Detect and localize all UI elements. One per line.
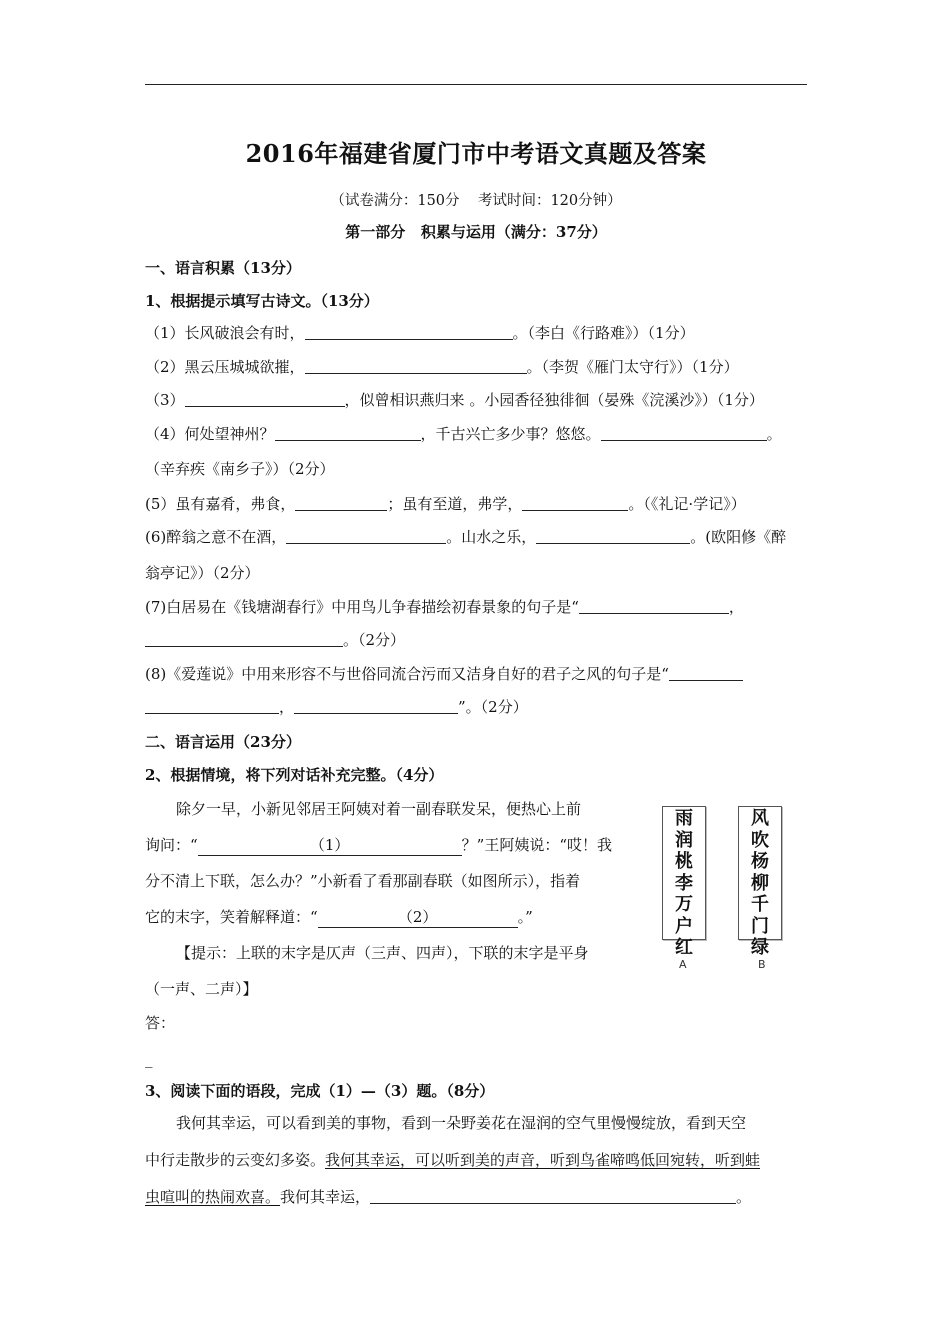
q3-para-3: 虫喧叫的热闹欢喜。我何其幸运， 。 [145, 1188, 752, 1206]
part-title: 第一部分 积累与运用（满分：37分） [345, 223, 607, 241]
item-6: (6)醉翁之意不在酒， 。山水之乐， 。(欧阳修《醉 [145, 528, 787, 546]
couplet-a: 雨 润 桃 李 万 户 红 [662, 806, 706, 940]
section2-heading: 二、语言运用（23分） [145, 733, 301, 751]
item-3: （3） ，似曾相识燕归来 。小园香径独徘徊（晏殊《浣溪沙》）（1分） [145, 391, 764, 409]
couplet-b-label: B [758, 958, 766, 971]
blank[interactable] [145, 630, 343, 647]
blank[interactable] [294, 697, 458, 714]
blank[interactable] [295, 494, 387, 511]
blank[interactable] [185, 390, 345, 407]
section1-heading: 一、语言积累（13分） [145, 259, 301, 277]
dialogue-p4: 它的末字，笑着解释道：“ （2） 。” [145, 908, 533, 926]
item-1: （1）长风破浪会有时， 。（李白《行路难》）（1分） [145, 324, 695, 342]
blank-2[interactable]: （2） [318, 907, 518, 928]
dialogue-p2: 询问：“ （1） ？”王阿姨说：“哎！我 [145, 836, 613, 854]
item-4-source: （辛弃疾《南乡子》）（2分） [145, 460, 335, 478]
page-title: 2016年福建省厦门市中考语文真题及答案 [245, 139, 707, 168]
blank[interactable] [536, 527, 690, 544]
question-3: 3、阅读下面的语段，完成（1）—（3）题。（8分） [145, 1082, 495, 1100]
blank[interactable] [286, 527, 446, 544]
question-1: 1、根据提示填写古诗文。（13分） [145, 292, 379, 310]
couplet-a-label: A [679, 958, 687, 971]
dialogue-p3: 分不清上下联，怎么办？”小新看了看那副春联（如图所示），指着 [145, 872, 581, 890]
underlined-sentence: 虫喧叫的热闹欢喜。 [145, 1188, 281, 1206]
question-2: 2、根据情境，将下列对话补充完整。（4分） [145, 766, 444, 784]
answer-label: 答： [145, 1014, 176, 1032]
item-8-cont: ， ”。（2分） [145, 697, 528, 717]
item-7: (7)白居易在《钱塘湖春行》中用鸟儿争春描绘初春景象的句子是“ ， [145, 598, 744, 616]
q3-para-2: 中行走散步的云变幻多姿。我何其幸运，可以听到美的声音，听到鸟雀啼鸣低回宛转，听到蛙 [145, 1151, 761, 1169]
hint-line-2: （一声、二声）】 [145, 980, 258, 998]
blank[interactable] [305, 323, 513, 340]
blank[interactable] [370, 1187, 736, 1204]
header-rule [145, 84, 807, 85]
q3-para-1: 我何其幸运，可以看到美的事物，看到一朵野姜花在湿润的空气里慢慢绽放，看到天空 [176, 1114, 747, 1132]
blank[interactable] [522, 494, 628, 511]
couplet-b: 风 吹 杨 柳 千 门 绿 [738, 806, 782, 940]
item-7-cont: 。（2分） [145, 630, 405, 650]
dialogue-p1: 除夕一早，小新见邻居王阿姨对着一副春联发呆，便热心上前 [176, 800, 582, 818]
blank[interactable] [275, 424, 421, 441]
item-2: （2）黑云压城城欲摧， 。（李贺《雁门太守行》）（1分） [145, 358, 739, 376]
item-5: (5）虽有嘉肴，弗食， ；虽有至道，弗学， 。（《礼记·学记》） [145, 495, 746, 513]
exam-info: （试卷满分：150分 考试时间：120分钟） [330, 193, 622, 209]
underlined-sentence: 我何其幸运，可以听到美的声音，听到鸟雀啼鸣低回宛转，听到蛙 [325, 1151, 761, 1169]
blank[interactable] [669, 664, 743, 681]
item-4: （4）何处望神州？ ，千古兴亡多少事？悠悠。 。 [145, 425, 782, 443]
item-8: (8)《爱莲说》中用来形容不与世俗同流合污而又洁身自好的君子之风的句子是“ [145, 664, 743, 684]
hint-line-1: 【提示：上联的末字是仄声（三声、四声），下联的末字是平身 [176, 944, 589, 962]
item-6-source: 翁亭记》）（2分） [145, 564, 260, 582]
blank[interactable] [305, 357, 527, 374]
answer-line[interactable]: _ [145, 1050, 153, 1068]
blank[interactable] [579, 597, 729, 614]
blank[interactable] [601, 424, 767, 441]
blank[interactable] [145, 697, 279, 714]
blank-1[interactable]: （1） [198, 835, 462, 856]
